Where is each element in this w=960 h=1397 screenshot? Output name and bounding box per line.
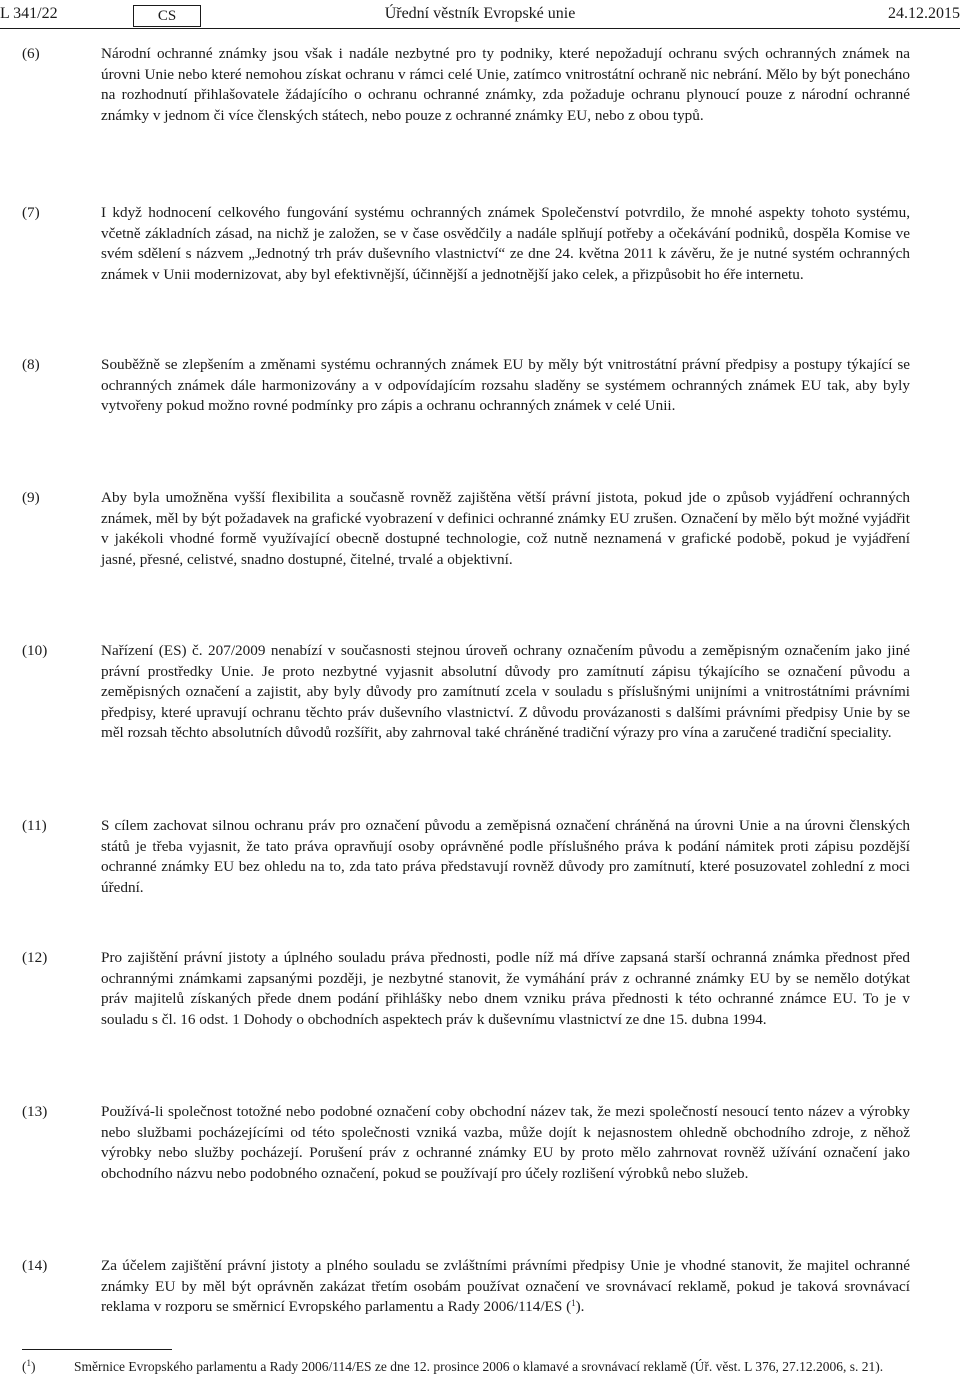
header-rule [0, 28, 960, 29]
recital-text-body: Za účelem zajištění právní jistoty a plného souladu se zvláštními právními předpisy Unie je vhodné stanovit, že majitel ochranné známky EU by měl být oprávněn zakázat třetím osobám používat označení ve srovnávací reklamě, pokud je taková srovnávací reklama v rozporu se směrnicí Evropského parlamentu a Rady 2006/114/ES ( [101, 1257, 910, 1316]
recital-number: (12) [22, 949, 48, 966]
recital-text: Nařízení (ES) č. 207/2009 nenabízí v současnosti stejnou úroveň ochrany označením původu a zeměpisným označením jako jiné právní prostředky Unie. Je proto nezbytné vyjasnit absolutní důvody pro zamítnutí zápisu týkajícího se označení původu a zeměpisných označení a zajistit, aby byly důvody pro zamítnutí zcela v souladu s příslušnými unijními a vnitrostátními právními předpisy, které upravují ochranu těchto práv duševního vlastnictví. Z důvodu provázanosti s dalšími právními předpisy Unie by se měl rozsah těchto absolutních důvodů rozšířit, aby zahrnoval také chráněné tradiční výrazy pro vína a zaručené tradiční speciality. [101, 642, 910, 742]
recital-text-tail: ). [575, 1298, 585, 1316]
page-header [0, 0, 960, 36]
publication-date: 24.12.2015 [888, 5, 960, 22]
recital-number: (9) [22, 489, 40, 506]
footnote-number-value: 1 [26, 1358, 31, 1368]
recital-number: (11) [22, 817, 47, 834]
page-reference: L 341/22 [0, 5, 58, 22]
footnote-separator [22, 1349, 172, 1350]
recital-number: (7) [22, 204, 40, 221]
journal-title: Úřední věstník Evropské unie [384, 5, 576, 22]
footnote-number-open: ( [22, 1359, 27, 1374]
recital-number: (13) [22, 1103, 48, 1120]
recital-number: (10) [22, 642, 48, 659]
footnote-text: Směrnice Evropského parlamentu a Rady 2006/114/ES ze dne 12. prosince 2006 o klamavé a srovnávací reklamě (Úř. věst. L 376, 27.12.2006, s. 21). [74, 1359, 884, 1374]
footnote-reference: 1 [571, 1298, 576, 1309]
recital-text: Aby byla umožněna vyšší flexibilita a současně rovněž zajištěna větší právní jistota, pokud jde o způsob vyjádření ochranných známek, měl by být požadavek na grafické vyobrazení v definici ochranné známky EU zrušen. Označení by mělo být možné vyjádřit v jakékoli vhodné formě využívající obecně dostupné technologie, což nutně neznamená v grafické podobě, pokud je vyjádření jasné, přesné, celistvé, snadno dostupné, čitelné, trvalé a objektivní. [101, 489, 910, 568]
recital-number: (14) [22, 1257, 48, 1274]
recital-text: Souběžně se zlepšením a změnami systému ochranných známek EU by měly být vnitrostátní právní předpisy a postupy týkající se ochranných známek dále harmonizovány a v odpovídajícím rozsahu sladěny se systémem ochranných známek EU tak, aby byly vytvořeny pokud možno rovné podmínky pro zápis a ochranu ochranných známek v celé Unii. [101, 356, 910, 415]
footnote-number-close: ) [31, 1359, 36, 1374]
recital-text: Používá-li společnost totožné nebo podobné označení coby obchodní název tak, že mezi společností nesoucí tento název a výrobky nebo službami pocházejícími od této společnosti vzniká vazba, může dojít k nejasnostem ohledně obchodního zdroje, z něhož výrobky nebo služby pocházejí. Porušení práv z ochranné známky EU by proto mělo zahrnovat rovněž užívání označení jako obchodního názvu nebo podobného označení, pokud se používají pro účely rozlišení výrobků nebo služeb. [101, 1103, 910, 1182]
recital-number: (6) [22, 45, 40, 62]
recital-text: I když hodnocení celkového fungování systému ochranných známek Společenství potvrdilo, že mnohé aspekty tohoto systému, včetně základních zásad, na nichž je založen, se v čase osvědčily a nadále splňují potřeby a očekávání podniků, dospěla Komise ve svém sdělení s názvem „Jednotný trh práv duševního vlastnictví“ ze dne 24. května 2011 k závěru, že je nutné systém ochranných známek v Unii modernizovat, aby byl efektivnější, účinnější a jednotnější jako celek, a přizpůsobit ho éře internetu. [101, 204, 910, 283]
recital-text: Národní ochranné známky jsou však i nadále nezbytné pro ty podniky, které nepožadují ochranu svých ochranných známek na úrovni Unie nebo které nemohou získat ochranu v rámci celé Unie, zatímco vnitrostátní ochraně nic nebrání. Mělo by být ponecháno na rozhodnutí přihlašovatele žádajícího o ochranu ochranné známky, zda požaduje ochranu plynoucí pouze z národní ochranné známky v jednom či více členských státech, nebo pouze z ochranné známky EU, nebo z obou typů. [101, 45, 910, 124]
language-code-box: CS [133, 5, 201, 27]
footnote-number [22, 1358, 36, 1375]
recital-text: Pro zajištění právní jistoty a úplného souladu práva přednosti, podle níž má dříve zapsaná starší ochranná známka přednost před ochrannými známkami zapsanými později, je nezbytné stanovit, že vymáhání práv z ochranné známky EU by se nemělo dotýkat práv majitelů získaných přede dnem podání přihlášky nebo dnem vzniku práva přednosti k této ochranné známce EU. To je v souladu s čl. 16 odst. 1 Dohody o obchodních aspektech práv k duševnímu vlastnictví ze dne 15. dubna 1994. [101, 949, 910, 1028]
recital-text: S cílem zachovat silnou ochranu práv pro označení původu a zeměpisná označení chráněná na úrovni Unie a na úrovni členských států je třeba vyjasnit, že tato práva opravňují osoby oprávněné podle příslušného práva k podání námitek proti zápisu pozdější ochranné známky EU bez ohledu na to, zda tato práva představují rovněž důvody pro zamítnutí, které posuzovatel zohlední z moci úřední. [101, 817, 910, 896]
recital-text [101, 1256, 910, 1318]
recital-number: (8) [22, 356, 40, 373]
